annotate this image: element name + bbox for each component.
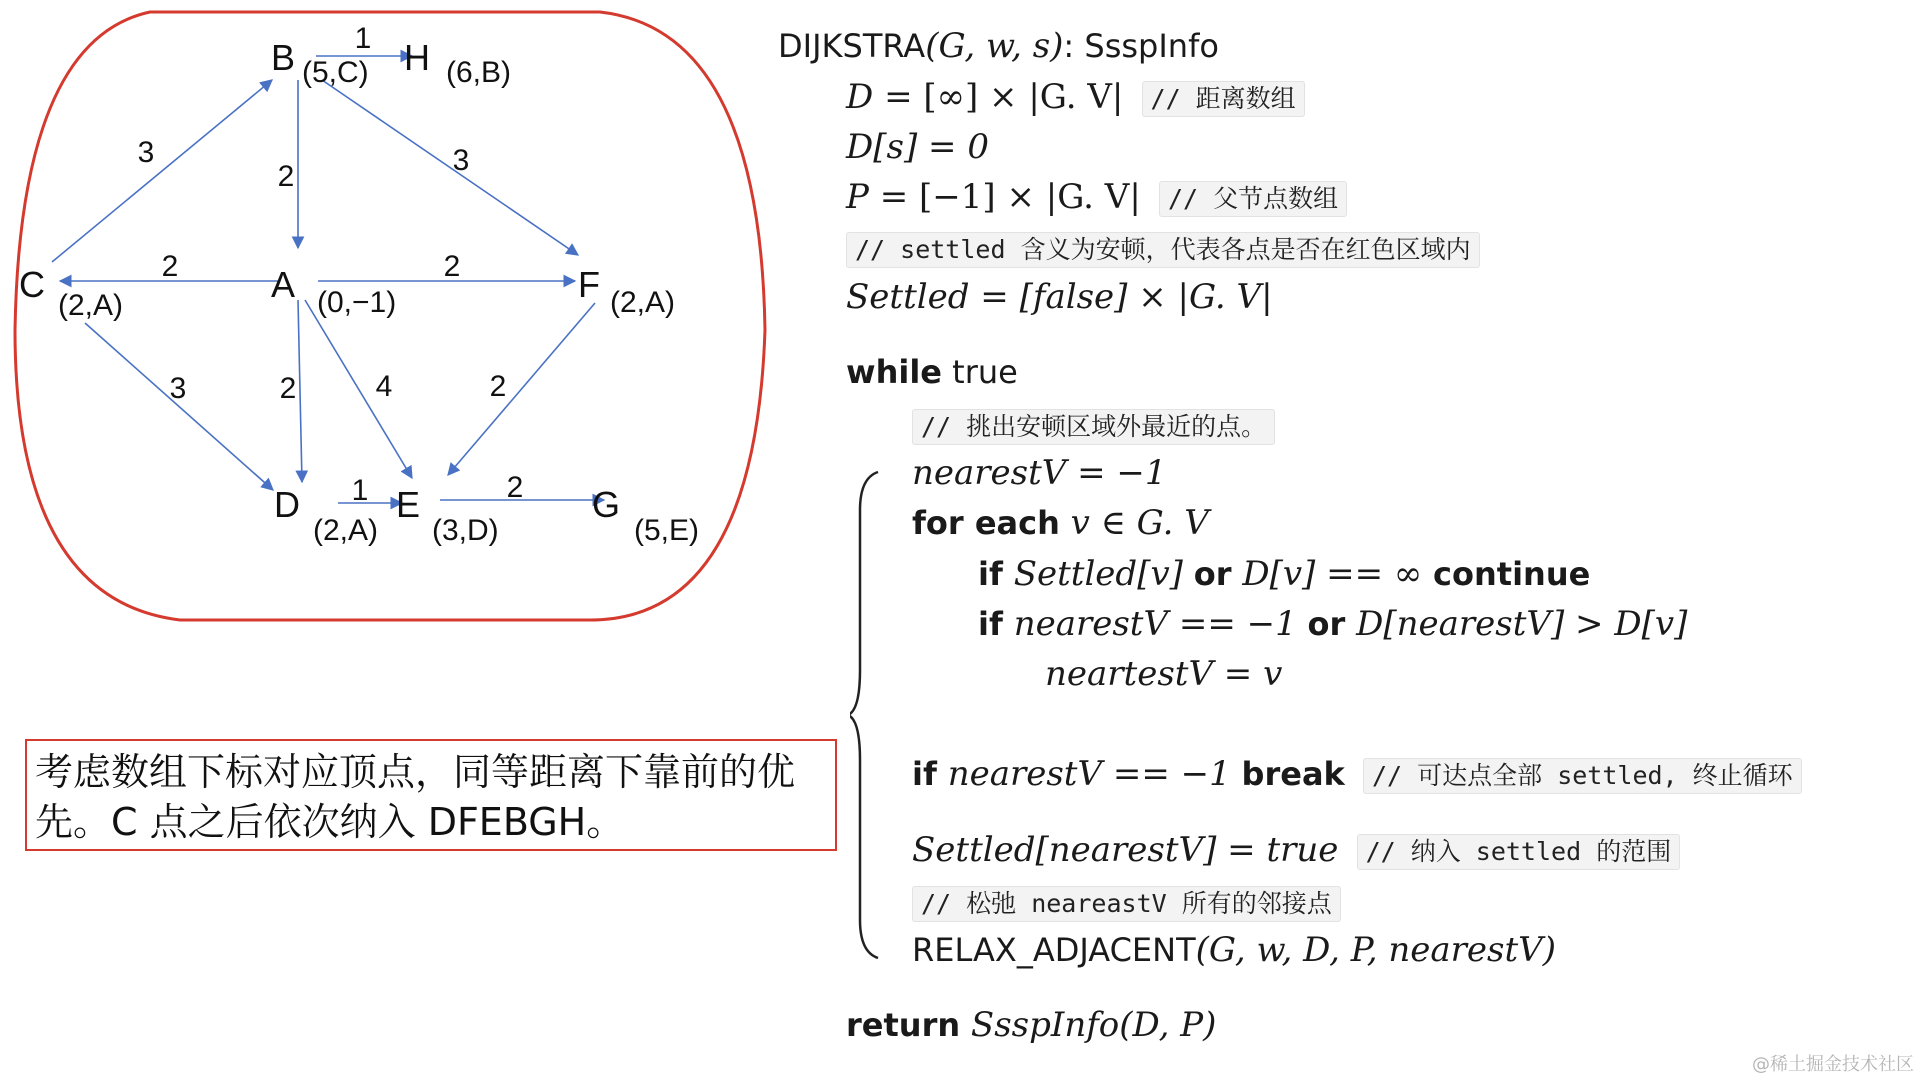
edge-weight-a-d: 2 <box>279 372 297 405</box>
node-e: E <box>395 484 420 525</box>
code-line-assign-nearest: neartestV = v <box>1045 654 1283 694</box>
loop-brace <box>850 470 890 960</box>
edge-weight-e-g: 2 <box>506 471 524 504</box>
code-line-relax-call: RELAX_ADJACENT(G, w, D, P, nearestV) <box>912 930 1556 970</box>
code-line-settled-array: Settled = [false] × |G. V| <box>846 277 1273 317</box>
code-line-nearest-init: nearestV = −1 <box>912 453 1167 493</box>
edge-weight-f-e: 2 <box>489 370 507 403</box>
edge-weight-a-f: 2 <box>443 250 461 283</box>
comment-include-settled: // 纳入 settled 的范围 <box>1357 834 1681 870</box>
graph-diagram <box>0 0 790 640</box>
comment-relax-neighbors: // 松弛 neareastV 所有的邻接点 <box>912 886 1341 922</box>
comment-distance-array: // 距离数组 <box>1142 81 1305 117</box>
node-d-distance-parent: (2,A) <box>313 514 379 547</box>
edge-c-b <box>52 80 272 262</box>
edge-a-d <box>298 300 302 482</box>
code-line-parent-array: P = [−1] × |G. V| // 父节点数组 <box>846 177 1347 217</box>
code-line-pick-comment <box>912 405 1275 445</box>
edge-weight-b-h: 1 <box>354 22 372 55</box>
node-f-distance-parent: (2,A) <box>610 286 676 319</box>
node-g: G <box>591 484 620 525</box>
note-line-1: 考虑数组下标对应顶点，同等距离下靠前的优 <box>35 750 796 794</box>
code-line-while: while true <box>846 353 1018 391</box>
code-line-settle-node: Settled[nearestV] = true // 纳入 settled 的范围 <box>912 830 1680 870</box>
comment-terminate-loop: // 可达点全部 settled, 终止循环 <box>1363 758 1802 794</box>
node-c: C <box>19 264 45 305</box>
edge-weight-b-a: 2 <box>277 160 295 193</box>
node-f: F <box>578 264 600 305</box>
edge-weight-d-e: 1 <box>351 474 369 507</box>
node-c-distance-parent: (2,A) <box>58 289 124 322</box>
edge-c-d <box>85 323 273 490</box>
explanation-note <box>25 739 837 851</box>
code-line-return: return SsspInfo(D, P) <box>846 1005 1217 1045</box>
note-line-2: 先。C 点之后依次纳入 DFEBGH。 <box>35 800 625 844</box>
edge-weight-a-c: 2 <box>161 250 179 283</box>
comment-pick-nearest: // 挑出安顿区域外最近的点。 <box>912 409 1275 445</box>
code-line-if-skip: if Settled[v] or D[v] == ∞ continue <box>978 554 1591 594</box>
code-line-relax-comment <box>912 882 1341 922</box>
node-h: H <box>404 37 430 78</box>
watermark: @稀土掘金技术社区 <box>1752 1054 1914 1075</box>
edge-b-f <box>322 80 578 255</box>
node-b-distance-parent: (5,C) <box>302 56 369 89</box>
node-b: B <box>270 37 295 78</box>
node-e-distance-parent: (3,D) <box>432 514 499 547</box>
edge-weight-a-e: 4 <box>375 370 393 403</box>
comment-parent-array: // 父节点数组 <box>1159 181 1347 217</box>
edge-weight-b-f: 3 <box>452 144 470 177</box>
node-a: A <box>270 264 295 305</box>
code-line-if-break: if nearestV == −1 break // 可达点全部 settled, 终止循环 <box>912 754 1802 794</box>
edge-f-e <box>448 303 595 475</box>
edge-a-e <box>305 300 412 478</box>
node-h-distance-parent: (6,B) <box>446 56 512 89</box>
edge-weight-c-d: 3 <box>169 372 187 405</box>
node-a-distance-parent: (0,−1) <box>317 286 397 319</box>
code-line-distance-array: D = [∞] × |G. V| // 距离数组 <box>846 77 1305 117</box>
code-line-source-distance: D[s] = 0 <box>846 127 989 167</box>
function-signature: DIJKSTRA(G, w, s): SsspInfo <box>778 26 1219 66</box>
node-d: D <box>274 484 300 525</box>
code-line-settled-comment <box>846 228 1480 268</box>
code-line-for-each: for each v ∈ G. V <box>912 503 1209 543</box>
comment-settled-meaning: // settled 含义为安顿，代表各点是否在红色区域内 <box>846 232 1480 268</box>
node-g-distance-parent: (5,E) <box>634 514 700 547</box>
code-line-if-closer: if nearestV == −1 or D[nearestV] > D[v] <box>978 604 1688 644</box>
edge-weight-c-b: 3 <box>137 136 155 169</box>
